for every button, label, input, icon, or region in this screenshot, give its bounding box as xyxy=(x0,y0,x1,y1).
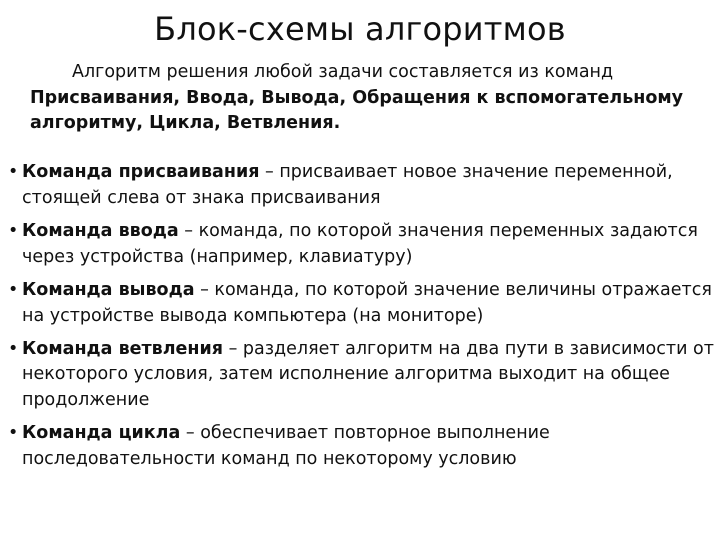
intro-plain-text: Алгоритм решения любой задачи составляется из команд xyxy=(72,62,614,82)
list-item-term: Команда цикла xyxy=(22,423,181,444)
bullet-icon: • xyxy=(8,279,19,300)
list-item-dash: – xyxy=(178,220,199,241)
list-item-text: команда, по которой значения переменных задаются через устройства (например, клавиатуру) xyxy=(22,220,698,267)
list-item-text: команда, по которой значение величины отражается на устройстве вывода компьютера (на мониторе) xyxy=(22,279,712,326)
bullet-icon: • xyxy=(8,162,19,182)
list-item xyxy=(8,219,714,270)
list-item xyxy=(8,278,714,329)
list-item-text: разделяет алгоритм на два пути в зависимости от некоторого условия, затем исполнение алгоритма выходит на общее продолжение xyxy=(22,338,714,411)
list-item-term: Команда присваивания xyxy=(22,162,260,182)
bullet-icon: • xyxy=(8,220,19,241)
list-item xyxy=(8,160,714,211)
list-item-dash: – xyxy=(194,279,215,300)
bullet-icon: • xyxy=(8,338,19,359)
list-item-text: присваивает новое значение переменной, стоящей слева от знака присваивания xyxy=(22,162,673,208)
list-item-dash: – xyxy=(259,162,280,182)
list-item-term: Команда вывода xyxy=(22,279,195,300)
list-item-term: Команда ветвления xyxy=(22,338,224,359)
list-item-dash: – xyxy=(180,423,201,444)
bullet-icon: • xyxy=(8,423,19,444)
slide-title: Блок-схемы алгоритмов xyxy=(154,10,566,48)
intro-paragraph xyxy=(30,60,710,137)
list-item-dash: – xyxy=(223,338,243,359)
list-item-term: Команда ввода xyxy=(22,220,179,241)
list-item-text: обеспечивает повторное выполнение последовательности команд по некоторому условию xyxy=(22,423,550,470)
list-item xyxy=(8,421,714,472)
intro-bold-text: Присваивания, Ввода, Вывода, Обращения к вспомогательному алгоритму, Цикла, Ветвления. xyxy=(30,87,684,133)
command-list xyxy=(8,160,714,480)
list-item xyxy=(8,337,714,414)
